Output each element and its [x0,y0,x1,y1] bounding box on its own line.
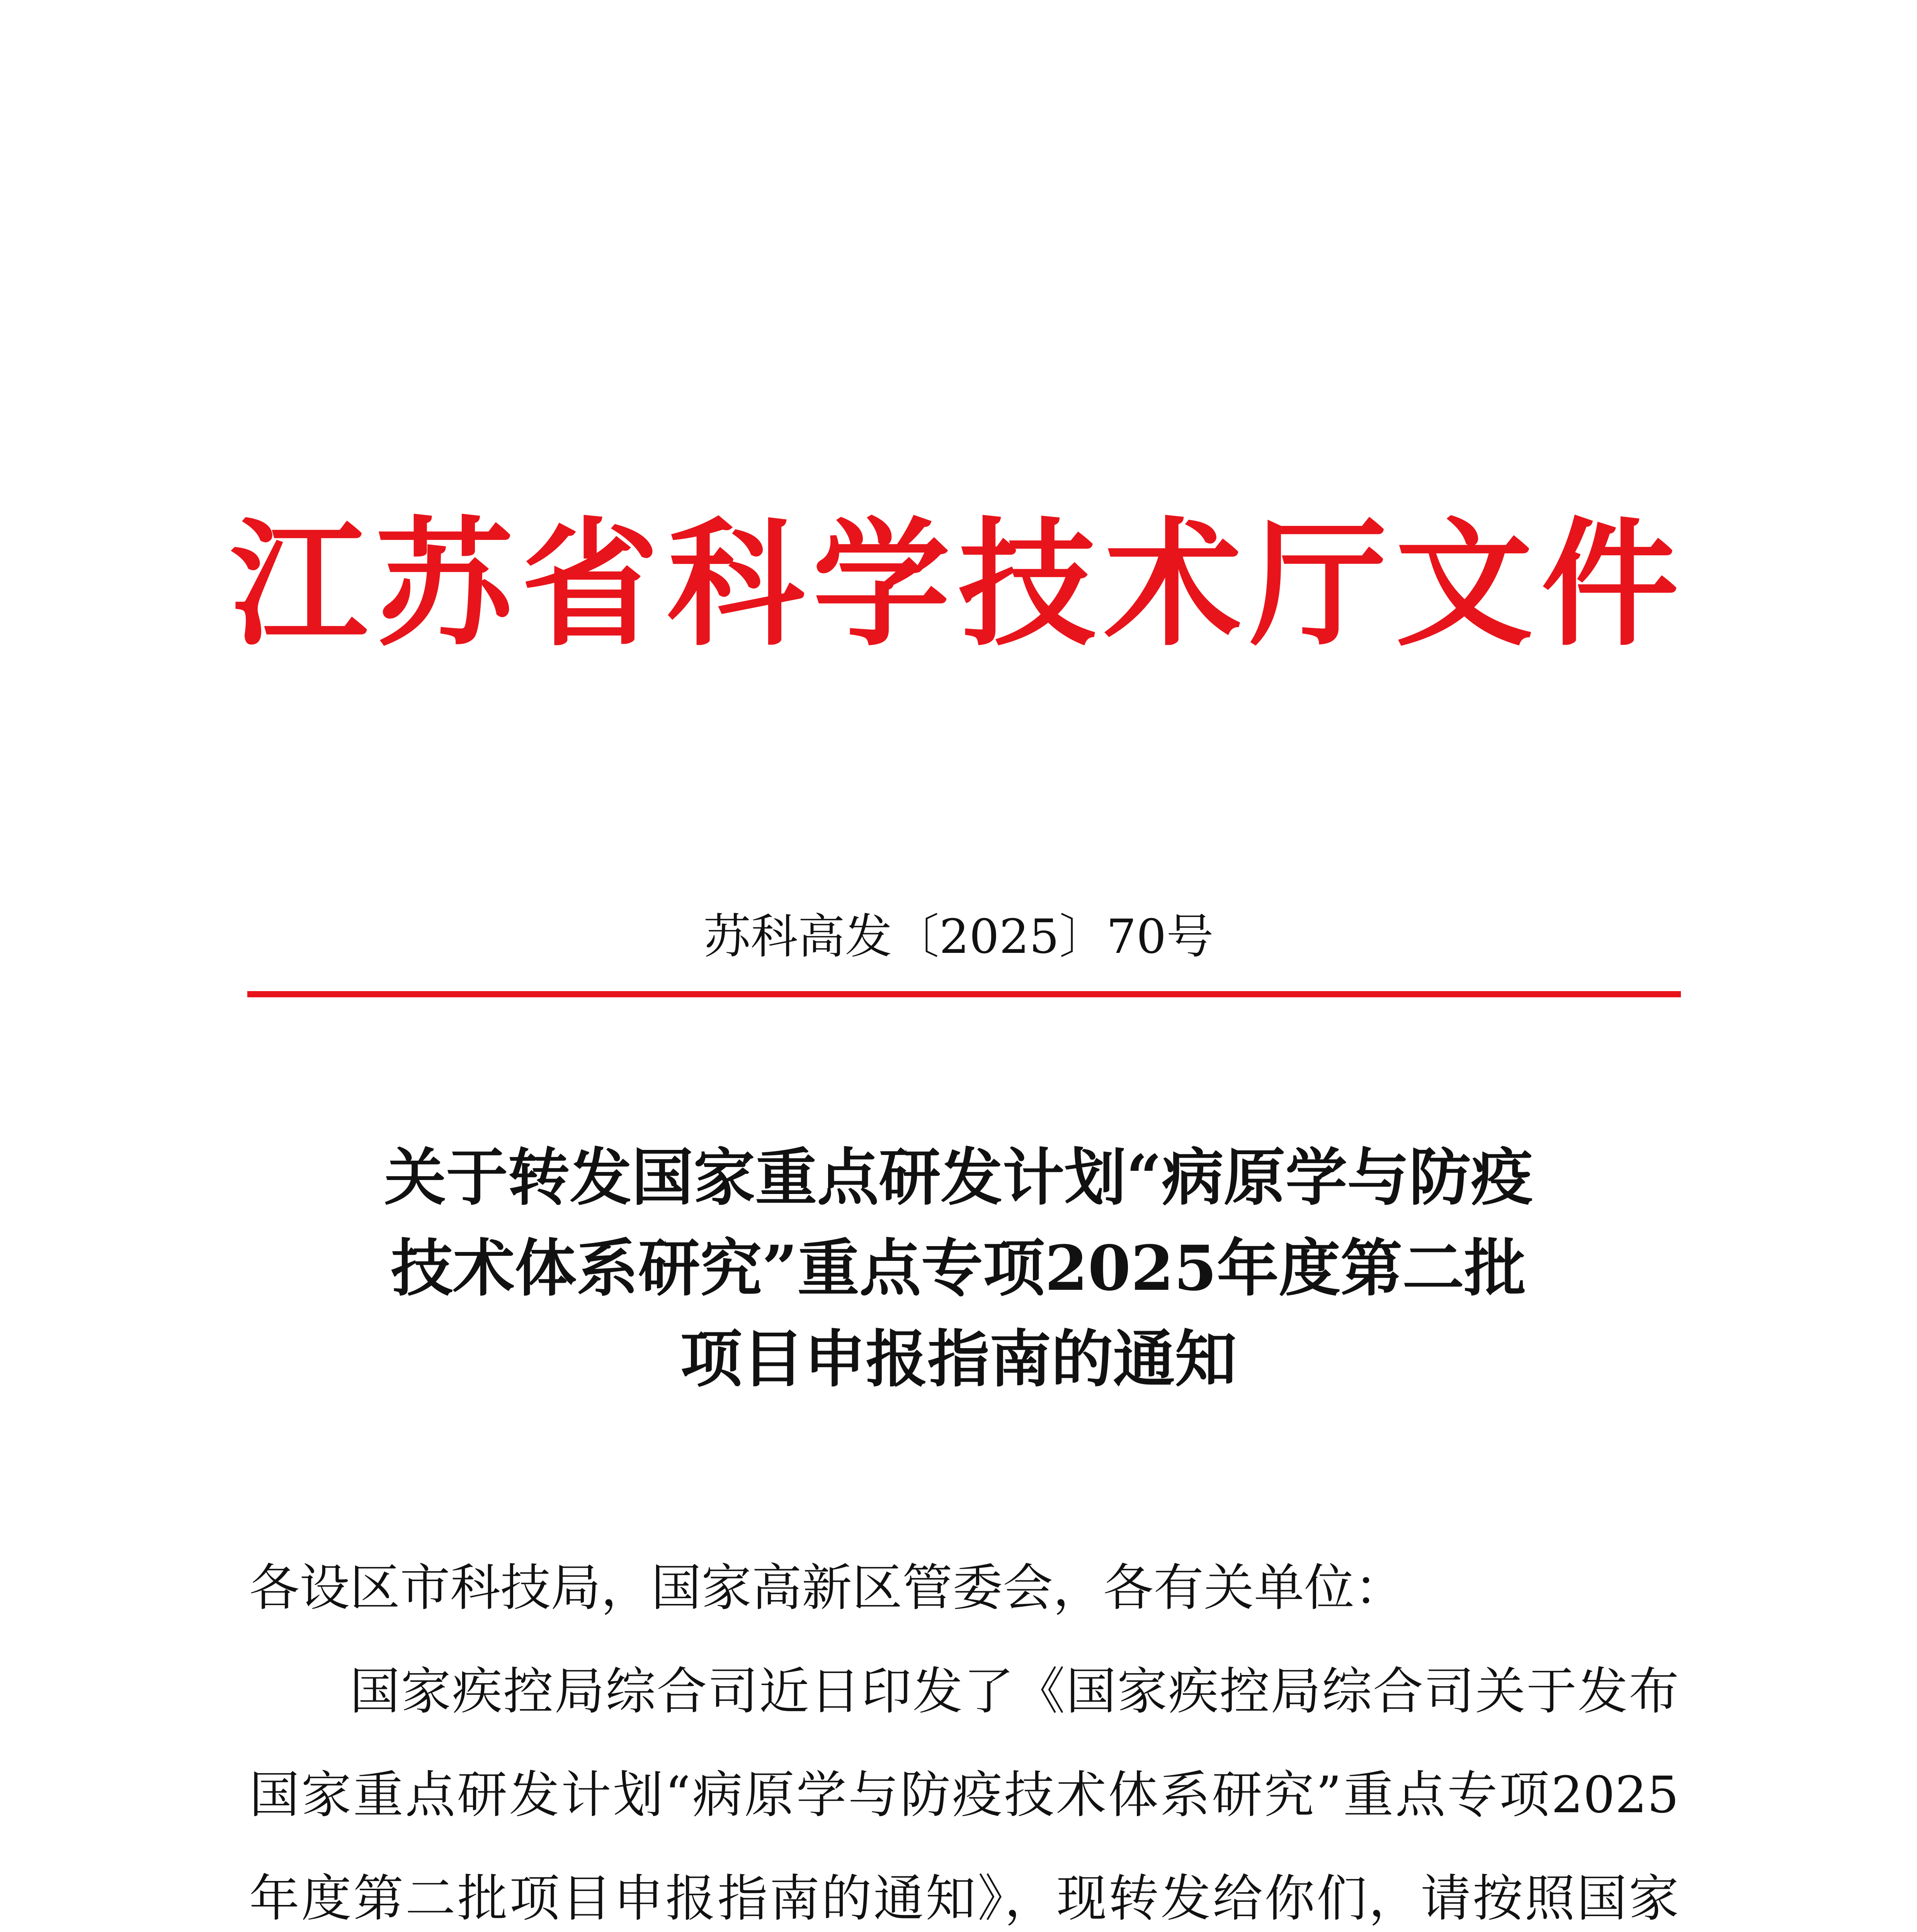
red-divider-line [247,991,1681,997]
salutation: 各设区市科技局，国家高新区管委会，各有关单位： [249,1558,1405,1617]
document-number: 苏科高发〔2025〕70号 [703,909,1214,964]
paragraph-line: 年度第二批项目申报指南的通知》，现转发给你们，请按照国家 [249,1869,1679,1928]
title-line: 关于转发国家重点研发计划“病原学与防疫 [384,1141,1533,1214]
masthead-title: 江苏省科学技术厅文件 [230,505,1687,665]
title-line: 技术体系研究”重点专项2025年度第二批 [391,1232,1526,1304]
notice-title [216,1132,1701,1405]
paragraph-line: 国家疾控局综合司近日印发了《国家疾控局综合司关于发布 [350,1662,1679,1721]
title-line: 项目申报指南的通知 [680,1323,1237,1395]
notice-body [249,1536,1679,1932]
paragraph-line: 国家重点研发计划“病原学与防疫技术体系研究”重点专项2025 [249,1765,1679,1824]
